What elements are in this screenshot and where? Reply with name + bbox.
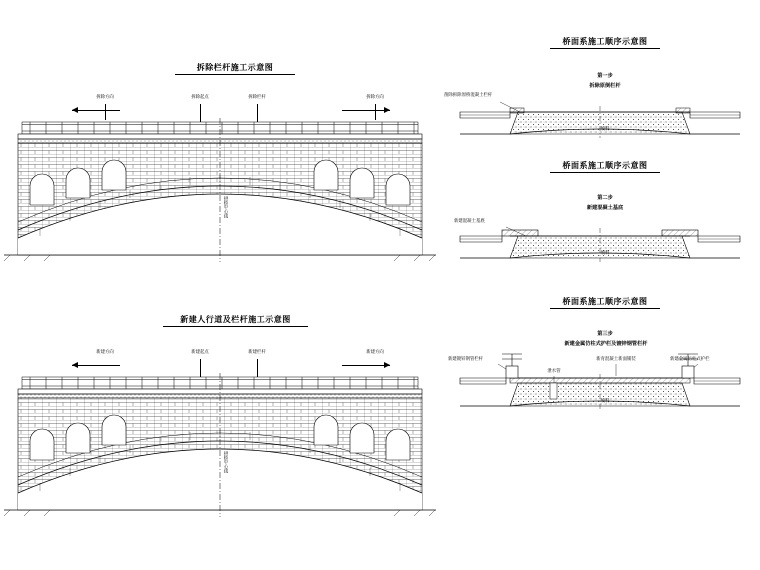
step2-title: 桥面系施工顺序示意图: [550, 160, 660, 173]
drawing-title-demolition: 拆除栏杆施工示意图: [175, 62, 295, 75]
label-right-direction-bottom: 新建方向: [366, 350, 384, 355]
step1-left-label: 凿除拆除原桥混凝土栏杆: [444, 93, 493, 98]
step2-section-svg: [440, 152, 760, 272]
step2-step-number: 第二步: [597, 195, 613, 201]
step1-section-svg: [440, 26, 760, 146]
label-left-direction-top: 拆除方向: [96, 95, 114, 100]
step3-left-label: 新建镀锌钢管栏杆: [448, 357, 484, 362]
step2-left-label: 新建混凝土基底: [454, 219, 485, 224]
label-centerline-top: 拱桥中心线: [223, 196, 228, 218]
step1-step-number: 第一步: [597, 73, 613, 79]
step3-step-desc: 新建金属仿柱式护栏及镀锌钢管栏杆: [564, 341, 648, 347]
step3-title: 桥面系施工顺序示意图: [550, 296, 660, 309]
label-left-direction-bottom: 新建方向: [96, 350, 114, 355]
step2-step-desc: 新建混凝土基底: [586, 205, 624, 211]
label-centerline-bottom: 拱桥中心线: [223, 451, 228, 473]
step3-mid-label: 新育混凝土新面铺装: [596, 357, 636, 362]
step3-right-label: 新建金属仿柱式护栏: [670, 357, 710, 362]
label-right-direction-top: 拆除方向: [366, 95, 384, 100]
drawing-new-sidewalk-railing: [0, 252, 440, 552]
step1-title: 桥面系施工顺序示意图: [550, 36, 660, 49]
drawing-step-1: [440, 26, 760, 146]
label-rail-bottom: 新建栏杆: [248, 350, 266, 355]
bridge-elevation-svg-bottom: [0, 252, 440, 552]
drawing-step-3: [440, 288, 760, 438]
label-rail-top: 拆除栏杆: [248, 95, 266, 100]
bridge-elevation-svg-top: [0, 0, 440, 290]
step3-step-number: 第三步: [597, 331, 613, 337]
step1-step-desc: 拆除原倒栏杆: [589, 83, 621, 89]
drawing-demolition-railing: [0, 0, 440, 290]
step3-section-svg: [440, 288, 760, 438]
step3-pipe-label: 泄水管: [547, 369, 561, 374]
drawing-step-2: [440, 152, 760, 272]
label-start-point-top: 拆除起点: [191, 95, 209, 100]
drawing-title-new-build: 新建人行道及栏杆施工示意图: [163, 314, 308, 327]
label-start-point-bottom: 新建起点: [191, 350, 209, 355]
